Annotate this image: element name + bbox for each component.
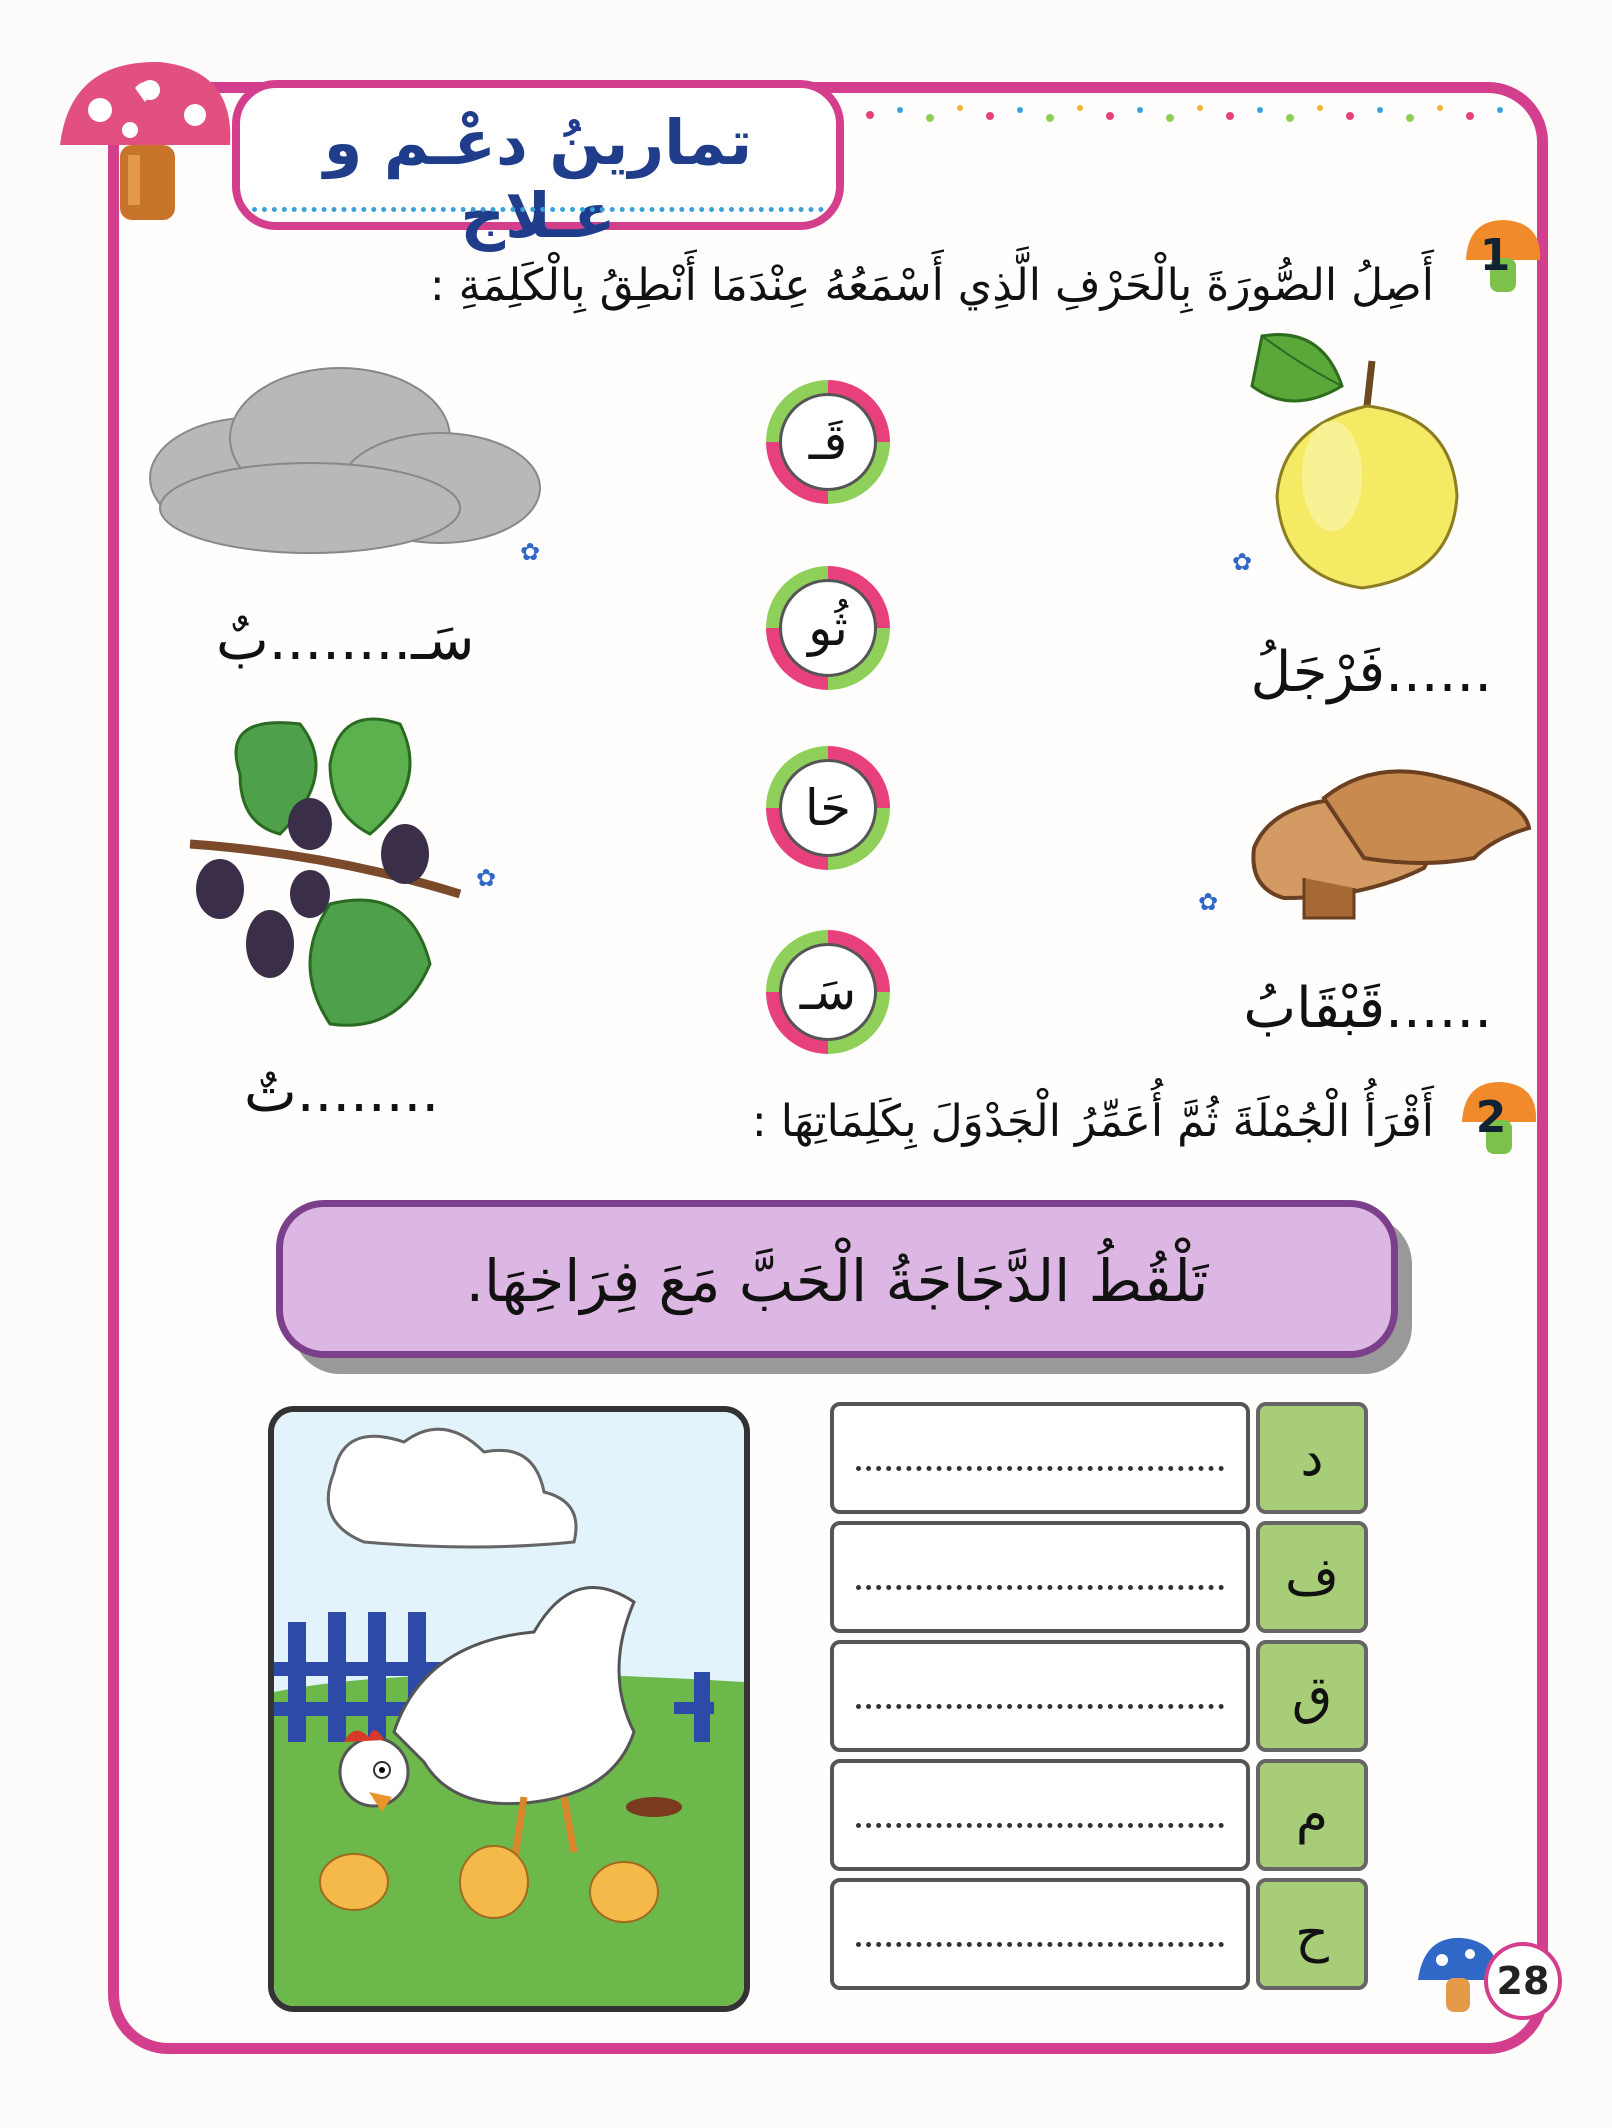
word-berries: ........تٌ (244, 1060, 440, 1125)
table-row (830, 1640, 1368, 1758)
word-clogs: ......قَبْقَابُ (1243, 976, 1492, 1041)
sentence-text: تَلْقُطُ الدَّجَاجَةُ الْحَبَّ مَعَ فِرَاخِهَا. (465, 1247, 1209, 1315)
hen-picture (268, 1406, 750, 2012)
letter-circle-text: ثُو (779, 579, 877, 677)
row-letter: ق (1256, 1640, 1368, 1752)
flower-dot-icon: ✿ (1232, 548, 1253, 576)
word-table (830, 1402, 1368, 1997)
hen-illustration (274, 1412, 744, 2006)
exercise-2-instruction: أَقْرَأُ الْجُمْلَةَ ثُمَّ أُعَمِّرُ الْجَدْوَلَ بِكَلِمَاتِهَا : (751, 1096, 1434, 1147)
dotted-line (856, 1585, 1224, 1590)
answer-field[interactable] (830, 1640, 1250, 1752)
row-letter: ح (1256, 1878, 1368, 1990)
page-title: تمارينُ دعْـم و عـلاج (323, 106, 753, 252)
letter-circle[interactable] (766, 380, 890, 504)
page-number: 28 (1484, 1942, 1562, 2020)
exercise-1-number: 1 (1479, 230, 1511, 281)
flower-dot-icon: ✿ (520, 538, 541, 566)
flower-dot-icon: ✿ (476, 864, 497, 892)
letter-circle[interactable] (766, 746, 890, 870)
letter-circle[interactable] (766, 566, 890, 690)
table-row (830, 1759, 1368, 1877)
dotted-line (856, 1942, 1224, 1947)
table-row (830, 1521, 1368, 1639)
exercise-1-instruction: أَصِلُ الصُّورَةَ بِالْحَرْفِ الَّذِي أَسْمَعُهُ عِنْدَمَا أَنْطِقُ بِالْكَلِمَةِ : (429, 260, 1434, 311)
word-quince: ......فَرْجَلُ (1250, 640, 1492, 705)
sentence-box (276, 1200, 1398, 1358)
answer-field[interactable] (830, 1878, 1250, 1990)
letter-circle[interactable] (766, 930, 890, 1054)
dotted-line (856, 1466, 1224, 1471)
confetti-decoration (860, 100, 1510, 130)
table-row (830, 1402, 1368, 1520)
table-row (830, 1878, 1368, 1996)
mulberry-image (180, 704, 470, 1034)
mushroom-icon (50, 50, 240, 230)
clogs-image (1244, 758, 1534, 928)
row-letter: م (1256, 1759, 1368, 1871)
answer-field[interactable] (830, 1402, 1250, 1514)
word-cloud: سَـ........بٌ (216, 608, 475, 673)
exercise-2-badge (1456, 1076, 1542, 1162)
flower-dot-icon: ✿ (1198, 888, 1219, 916)
row-letter: ف (1256, 1521, 1368, 1633)
quince-image (1222, 326, 1462, 596)
exercise-1-badge (1460, 214, 1546, 300)
dotted-line (856, 1704, 1224, 1709)
cloud-image (140, 348, 550, 558)
title-banner (232, 80, 844, 252)
letter-circle-text: قَـ (779, 393, 877, 491)
answer-field[interactable] (830, 1521, 1250, 1633)
dotted-line (856, 1823, 1224, 1828)
letter-circle-text: حَا (779, 759, 877, 857)
exercise-2-number: 2 (1475, 1092, 1507, 1143)
row-letter: د (1256, 1402, 1368, 1514)
letter-circle-text: سَـ (779, 943, 877, 1041)
answer-field[interactable] (830, 1759, 1250, 1871)
